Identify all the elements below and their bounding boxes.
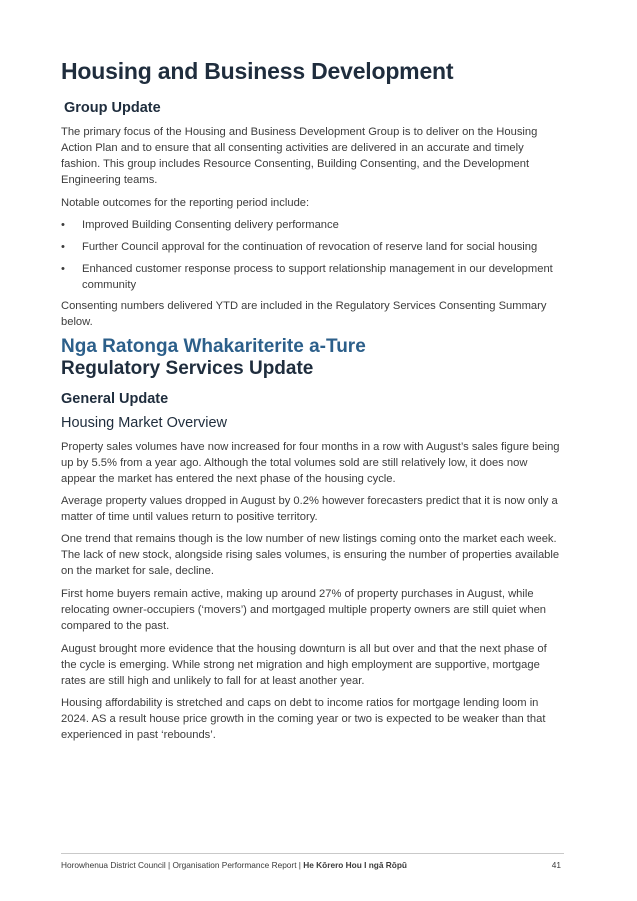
list-item: • Further Council approval for the continuation of revocation of reserve land for social housing bbox=[61, 241, 538, 253]
market-paragraph-4: First home buyers remain active, making up around 27% of property purchases in August, while relocating owner-occupiers (‘movers’) and mortgaged multiple property owners are still quiet when compared to the past. bbox=[61, 588, 547, 632]
outcomes-list bbox=[61, 217, 564, 293]
footer-section: He Kōrero Hou I ngā Rōpū bbox=[303, 860, 407, 870]
footer-divider bbox=[61, 853, 564, 854]
market-paragraph-2: Average property values dropped in August by 0.2% however forecasters predict that it is now only a matter of time until values return to positive territory. bbox=[61, 495, 558, 523]
bullet-icon: • bbox=[61, 263, 65, 275]
market-paragraph-6: Housing affordability is stretched and caps on debt to income ratios for mortgage lending loom in 2024. AS a result house price growth in the coming year or two is expected to be weaker than that experienced in past ‘rebounds’. bbox=[61, 697, 546, 741]
bullet-icon: • bbox=[61, 219, 65, 231]
page-footer bbox=[61, 860, 564, 870]
outcomes-lead: Notable outcomes for the reporting period include: bbox=[61, 197, 310, 209]
list-item: • Improved Building Consenting delivery performance bbox=[61, 219, 339, 231]
market-paragraph-1: Property sales volumes have now increased for four months in a row with August’s sales figure being up by 5.5% from a year ago. Although the total volumes sold are still relatively low, it does now appear the market has entered the next phase of the housing cycle. bbox=[61, 441, 560, 485]
bullet-icon: • bbox=[61, 241, 65, 253]
group-intro-paragraph: The primary focus of the Housing and Business Development Group is to deliver on the Housing Action Plan and to ensure that all consenting activities are delivered in an accurate and timely fashion. This group includes Resource Consenting, Building Consenting, and the Development Engineering teams. bbox=[61, 126, 538, 186]
market-paragraph-5: August brought more evidence that the housing downturn is all but over and that the next phase of the cycle is emerging. While strong net migration and high employment are supportive, mortgage rates are still high and unlikely to fall for at least another year. bbox=[61, 643, 547, 687]
regulatory-heading-english: Regulatory Services Update bbox=[61, 358, 314, 379]
page-title: Housing and Business Development bbox=[61, 58, 454, 84]
list-item: • Enhanced customer response process to support relationship management in our development community bbox=[61, 263, 553, 291]
regulatory-heading-maori: Nga Ratonga Whakariterite a-Ture bbox=[61, 336, 366, 357]
general-update-heading: General Update bbox=[61, 391, 169, 407]
market-paragraph-3: One trend that remains though is the low number of new listings coming onto the market each week. The lack of new stock, alongside rising sales volumes, is ensuring the number of properties available on the market for sale, decline. bbox=[61, 533, 560, 577]
market-overview-heading: Housing Market Overview bbox=[61, 415, 227, 431]
group-update-heading: Group Update bbox=[64, 100, 161, 116]
ytd-note: Consenting numbers delivered YTD are included in the Regulatory Services Consenting Summary below. bbox=[61, 300, 547, 328]
footer-org: Horowhenua District Council | Organisation Performance Report | bbox=[61, 860, 304, 870]
page-number: 41 bbox=[551, 860, 561, 870]
